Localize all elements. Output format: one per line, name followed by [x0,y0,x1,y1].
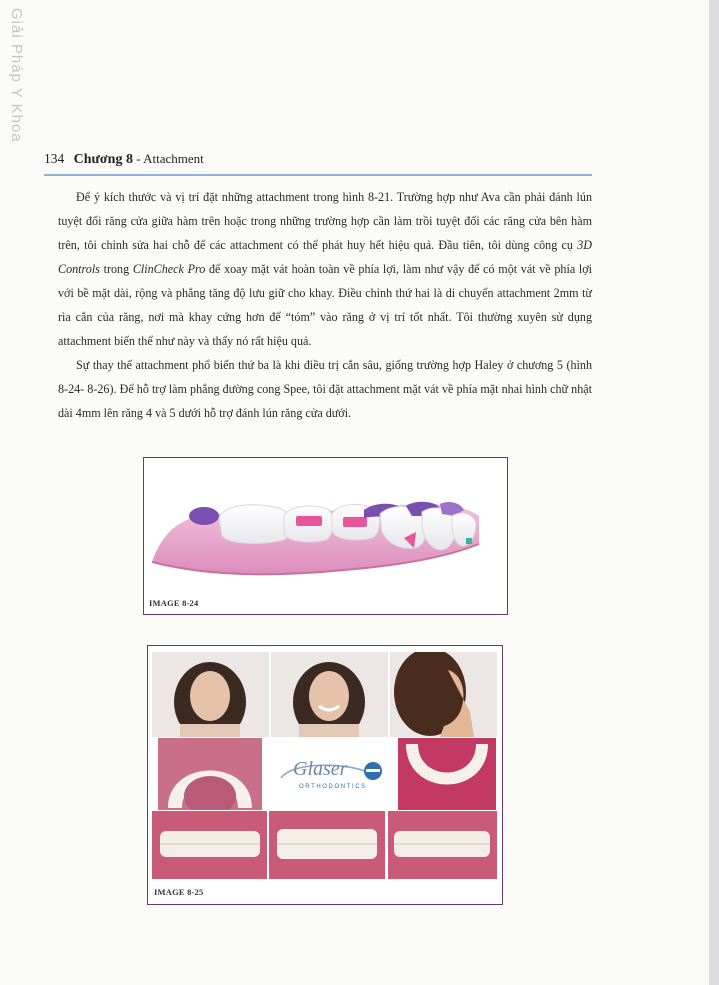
dental-model-illustration [144,458,507,614]
header-rule [44,174,592,176]
chapter-label: Chương 8 [73,152,133,167]
photo-right-buccal [152,811,267,879]
paragraph-2: Sự thay thế attachment phổ biến thứ ba là khi điều trị cắn sâu, giống trường hợp Haley ở chương 5 (hình 8-24- 8-26). Để hỗ trợ làm phẳng đường cong Spee, tôi đặt attachment mặt vát về phía mặt nhai hình chữ nhật dài 4mm lên răng 4 và 5 dưới hỗ trợ đánh lún răng cửa dưới. [58,358,592,420]
paragraph-1-text-c: để xoay mặt vát hoàn toàn về phía lợi, làm như vậy để có một vát về phía lợi với bề mặt dài, rộng và phẳng tăng độ lưu giữ cho khay. Điều chỉnh thứ hai là di chuyển attachment 2mm từ rìa cắn của răng, nơi mà khay cứng hơn để “tóm” vào răng ở vị trí tốt nhất. Tôi thường xuyên sử dụng attachment biến thể như này và thấy nó rất hiệu quả. [58,262,593,348]
frontal-intraoral-image [269,811,385,879]
figure-8-24 [143,457,508,615]
italic-3d-controls: 3D Controls [58,238,592,276]
photo-face-frontal [152,652,269,737]
page-number: 134 [44,151,65,166]
italic-clincheck-pro: ClinCheck Pro [132,262,206,276]
logo-text: Glaser [293,758,348,780]
paragraph-1-text-b: trong [99,262,133,276]
header-separator: - [132,151,144,166]
figure-8-25-caption: IMAGE 8-25 [154,887,204,897]
paragraph-1 [58,185,592,353]
logo-subtext: ORTHODONTICS [299,784,367,790]
paragraph-1-text-a: Để ý kích thước và vị trí đặt những attachment trong hình 8-21. Trường hợp như Ava cần phải đánh lún tuyệt đối răng cửa giữa hàm trên hoặc trong những trường hợp cần làm trồi tuyệt đối các răng cửa bên hàm trên, tôi chỉnh sửa hai chỗ để các attachment có thể phát huy hết hiệu quả. Đầu tiên, tôi dùng công cụ [58,190,592,252]
photo-upper-occlusal [158,738,262,810]
watermark: Giải Pháp Y Khoa [8,8,25,143]
photo-lower-occlusal [398,738,496,810]
viewer-scrollbar[interactable] [709,0,719,985]
figure-8-25 [147,645,503,905]
face-frontal-image [152,652,269,737]
attachment-shape [189,507,219,525]
photo-face-smile [271,652,388,737]
left-buccal-image [388,811,497,879]
lower-arch-image [398,738,496,810]
page-header [44,151,592,173]
face-profile-image [390,652,497,737]
chapter-title: Attachment [143,151,204,166]
photo-left-buccal [388,811,497,879]
body-text [58,185,592,425]
photo-face-profile [390,652,497,737]
face-smile-image [271,652,388,737]
right-buccal-image [152,811,267,879]
figure-8-24-caption: IMAGE 8-24 [149,598,199,608]
photo-frontal-intraoral [269,811,385,879]
glaser-logo-panel [263,738,396,810]
upper-arch-image [158,738,262,810]
